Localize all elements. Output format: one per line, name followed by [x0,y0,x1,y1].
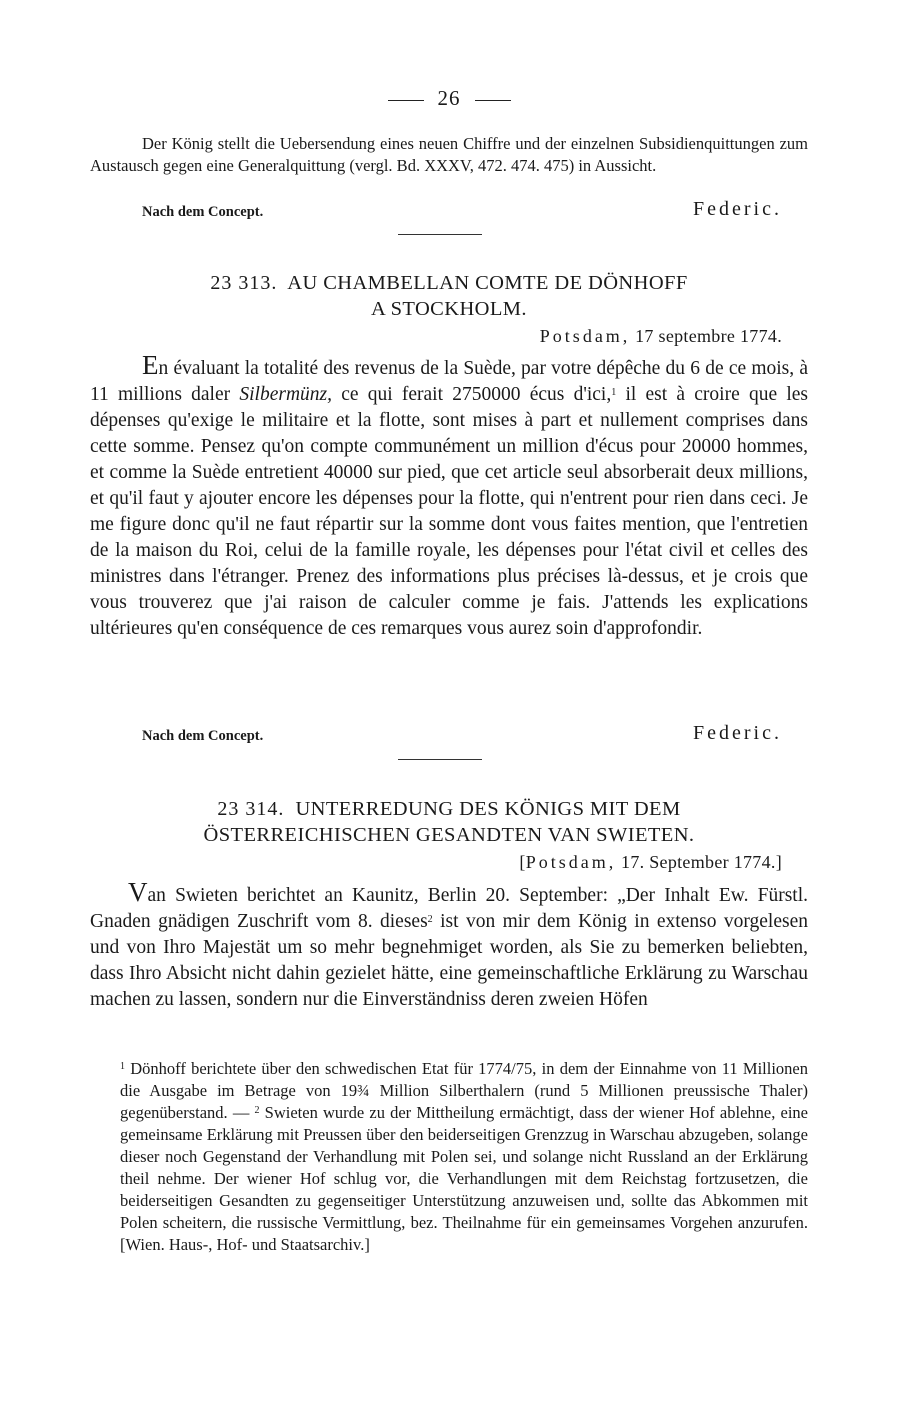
doc2-heading [90,796,808,848]
page-number-dash-right [475,100,511,101]
doc2-number: 23 314. [217,798,285,820]
doc1-footer [90,722,808,748]
doc2-date-place: Potsdam, [525,852,617,872]
doc1-title-line1: AU CHAMBELLAN COMTE DE DÖNHOFF [287,272,688,294]
doc1-number: 23 313. [210,272,278,294]
intro-footer [90,198,808,224]
footnote-block [90,1058,808,1256]
doc2-title-line1: UNTERREDUNG DES KÖNIGS MIT DEM [295,798,681,820]
section-divider [398,759,482,760]
doc1-date: 17 septembre 1774. [635,326,782,346]
footnote-marker-1: 1 [120,1061,125,1072]
doc1-signature: Federic. [693,722,782,744]
doc2-footnote-ref: 2 [427,914,433,925]
footnote-text-2: Swieten wurde zu der Mittheilung ermächtigt, dass der wiener Hof ablehne, eine gemeinsame Erklärung mit Preussen über den beiderseitigen Grenzzug in Warschau abzugeben, solange dieser noch Gegenstand der Verhandlung mit Polen sei, und solange nicht Russland an der Erklärung theil nehme. Der wiener Hof schlug vor, die Verhandlungen mit dem Reichstag fortzusetzen, die beiderseitigen Gesandten zu gegenseitiger Unterstützung anzuweisen und, sollte das Abkommen mit Polen scheitern, die russische Vermittlung, bez. Theilnahme für ein gemeinsames Vorgehen anzurufen. [Wien. Haus-, Hof- und Staatsarchiv.] [120,1103,809,1254]
doc1-body-part-a: n évaluant la totalité des revenus de la Suède, par votre dépêche du 6 de ce mois, à 11 millions daler [90,358,808,405]
doc2-heading-line1 [90,796,808,822]
doc1-body-italic: Silbermünz, [239,384,332,405]
doc1-heading-line1 [90,270,808,296]
doc1-dateline [540,326,782,347]
footnote-text-1: Dönhoff berichtete über den schwedischen Etat für 1774/75, in dem der Einnahme von 11 Millionen die Ausgabe im Betrage von 19¾ Million Silberthalern (rund 5 Millionen preussische Thaler) gegenüberstand. — [120,1059,809,1122]
doc1-body-part-c: il est à croire que les dépenses qu'exige le militaire et la flotte, sont mises à part et nullement comprises dans cette somme. Pensez qu'on compte communément un million d'écus pour 20000 hommes, et comme la Suède entretient 40000 sur pied, que cet article seul absorberait deux millions, et qu'il faut y ajouter encore les dépenses pour la flotte, qui n'entrent pour rien dans ceci. Je me figure donc qu'il ne faut répartir sur la somme dont vous faites mention, que l'entretien de la maison du Roi, celui de la famille royale, les dépenses pour l'état civil et celles des ministres dans l'étranger. Prenez des informations plus précises là-dessus, et je crois que vous trouverez que j'ai raison de calculer comme je fais. J'attends les explications ultérieures qu'en conséquence de ces remarques vous aurez soin d'approfondir. [90,384,808,639]
doc1-footnote-ref: 1 [611,387,617,398]
page-number-dash-left [388,100,424,101]
footnotes [90,1058,808,1256]
intro-source-note: Nach dem Concept. [142,204,264,220]
doc1-date-place: Potsdam, [539,326,631,346]
doc1-source-note: Nach dem Concept. [142,728,264,744]
doc1-heading [90,270,808,322]
doc2-title-line2: ÖSTERREICHISCHEN GESANDTEN VAN SWIETEN. [203,824,695,846]
intro-summary: Der König stellt die Uebersendung eines neuen Chiffre und der einzelnen Subsidienquittungen zum Austausch gegen eine Generalquittung (vergl. Bd. XXXV, 472. 474. 475) in Aussicht. [90,134,808,175]
page-number: 26 [437,86,461,110]
doc2-body [90,877,808,1013]
doc2-body-part-b: ist von mir dem König in extenso vorgelesen und von Ihro Majestät um so mehr begnehmiget worden, als Sie zu bemerken beliebten, dass Ihro Absicht nicht dahin gezielet hätte, eine gemeinschaftliche Erklärung zu Warschau machen zu lassen, sondern nur die Einverständniss deren zweien Höfen [90,911,808,1010]
doc2-body-part-a: an Swieten berichtet an Kaunitz, Berlin 20. September: „Der Inhalt Ew. Fürstl. Gnaden gnädigen Zuschrift vom 8. dieses [90,885,808,932]
doc2-date: 17. September 1774.] [621,852,782,872]
doc1-body [90,350,808,642]
doc1-title-line2: A STOCKHOLM. [371,298,527,320]
doc2-initial-letter: V [128,877,148,907]
section-divider [398,234,482,235]
page-number-header [90,86,808,111]
doc1-initial-letter: E [142,350,159,380]
doc1-body-part-b: ce qui ferait 2750000 écus d'ici, [331,384,612,405]
footnote-marker-2: 2 [254,1105,260,1116]
intro-signature: Federic. [693,198,782,220]
doc2-date-bracket: [ [519,852,526,872]
doc2-dateline [519,852,782,873]
